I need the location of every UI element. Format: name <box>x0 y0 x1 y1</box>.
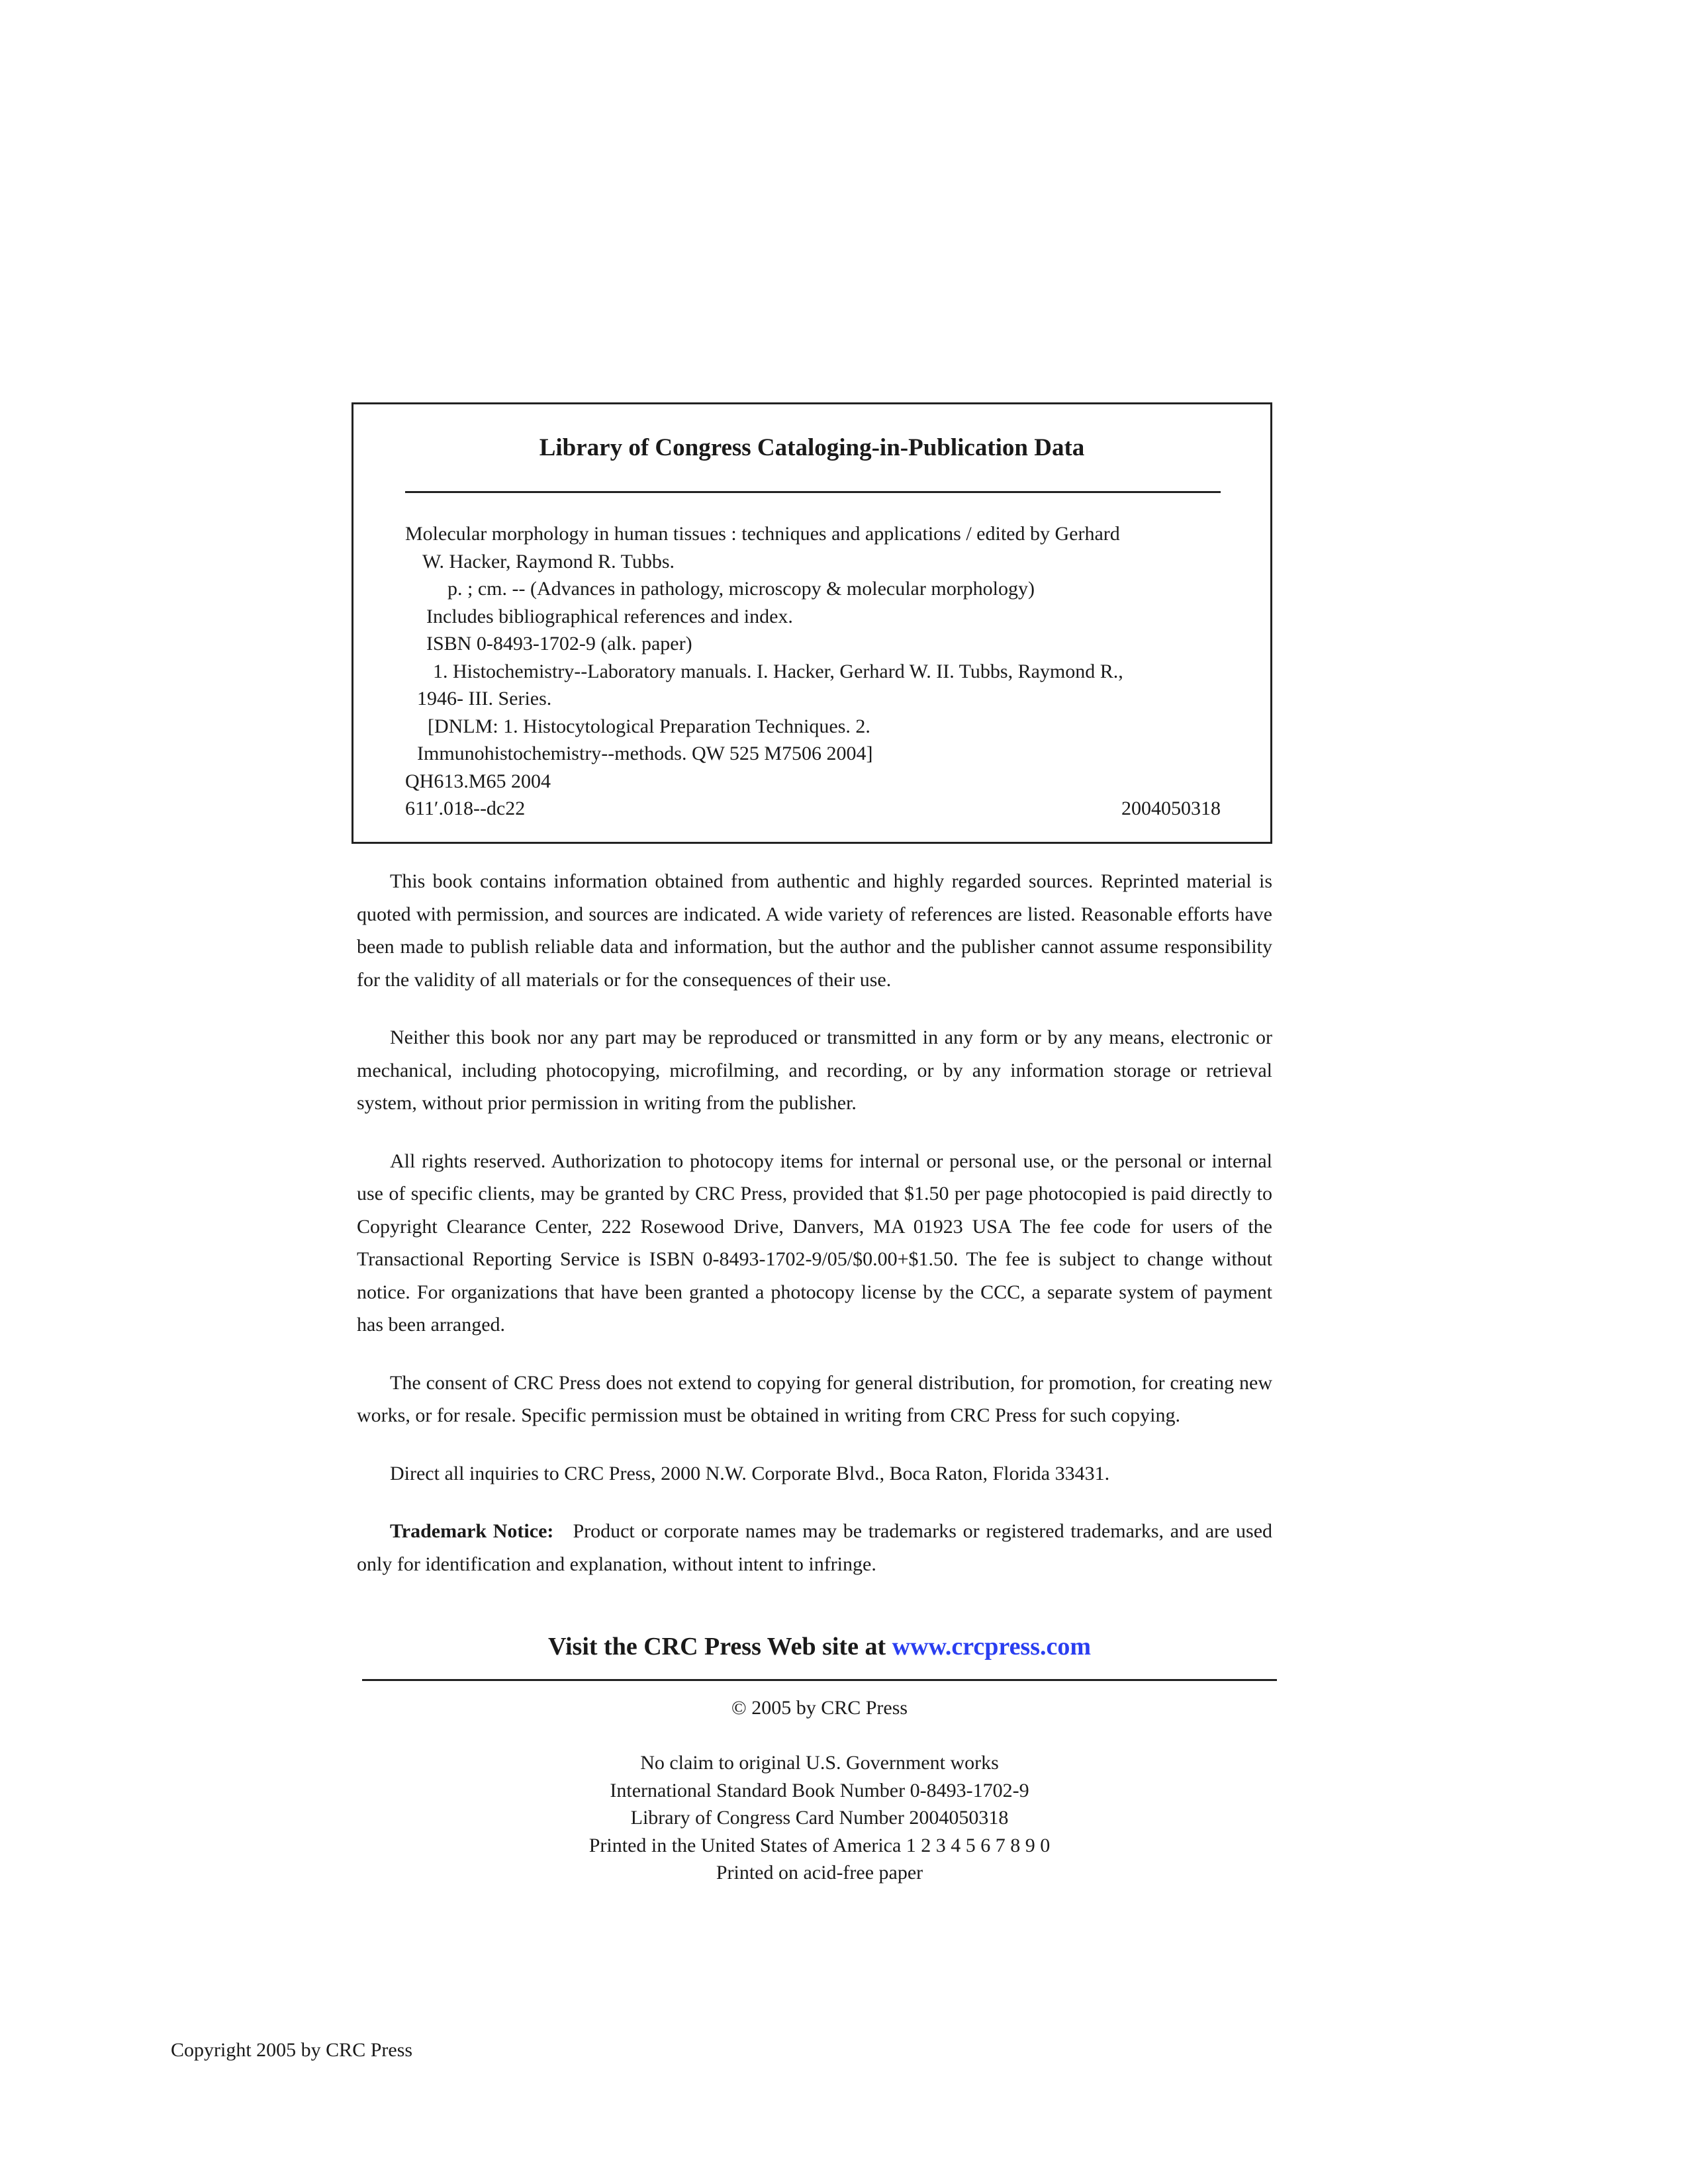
cip-line-lc-call-number: QH613.M65 2004 <box>405 770 551 792</box>
printing-details <box>362 1694 1277 1887</box>
website-link[interactable]: www.crcpress.com <box>892 1633 1092 1661</box>
cip-line-title: Molecular morphology in human tissues : techniques and applications / edited by Gerhard <box>405 523 1120 545</box>
printed-in-line: Printed in the United States of America 1 2 3 4 5 6 7 8 9 0 <box>588 1834 1051 1856</box>
website-divider <box>362 1679 1277 1681</box>
website-notice <box>362 1630 1277 1663</box>
cip-title: Library of Congress Cataloging-in-Publication Data <box>539 434 1085 461</box>
paragraph-consent: The consent of CRC Press does not extend to copying for general distribution, for promotion, for creating new works, or for resale. Specific permission must be obtained in writing from CRC Press for such copying. <box>357 1371 1272 1426</box>
acid-free-line: Printed on acid-free paper <box>716 1862 923 1884</box>
cip-divider <box>405 491 1221 493</box>
page-footer: Copyright 2005 by CRC Press <box>171 2039 413 2061</box>
copyright-line: © 2005 by CRC Press <box>731 1697 908 1719</box>
paragraph-trademark <box>357 1515 1272 1580</box>
trademark-text: Product or corporate names may be trademarks or registered trademarks, and are used only for identification and explanation, without intent to infringe. <box>357 1520 1273 1575</box>
cip-lccn: 2004050318 <box>1121 797 1221 819</box>
cip-line-dnlm-cont: Immunohistochemistry--methods. QW 525 M7506 2004] <box>417 743 873 764</box>
copyright-notices <box>357 865 1272 1606</box>
cip-record <box>405 520 1221 823</box>
cip-line-notes: Includes bibliographical references and index. <box>426 605 793 627</box>
paragraph-sources: This book contains information obtained from authentic and highly regarded sources. Reprinted material is quoted with permission, and sources are indicated. A wide variety of references are listed. Reasonable efforts have been made to publish reliable data and information, but the author and the publisher cannot assume responsibility for the validity of all materials or for the consequences of their use. <box>357 870 1272 991</box>
cip-line-isbn: ISBN 0-8493-1702-9 (alk. paper) <box>426 633 692 655</box>
cip-line-collation: p. ; cm. -- (Advances in pathology, microscopy & molecular morphology) <box>447 578 1035 600</box>
paragraph-reproduction: Neither this book nor any part may be reproduced or transmitted in any form or by any means, electronic or mechanical, including photocopying, microfilming, and recording, or by any information storage or retrieval system, without prior permission in writing from the publisher. <box>357 1026 1272 1114</box>
cip-line-editors: W. Hacker, Raymond R. Tubbs. <box>422 550 675 572</box>
paragraph-inquiries: Direct all inquiries to CRC Press, 2000 N.W. Corporate Blvd., Boca Raton, Florida 33431. <box>390 1462 1110 1484</box>
cip-dewey-number: 611′.018--dc22 <box>405 797 526 819</box>
isbn-line: International Standard Book Number 0-8493-1702-9 <box>610 1779 1029 1801</box>
paragraph-rights-reserved: All rights reserved. Authorization to photocopy items for internal or personal use, or the personal or internal use of specific clients, may be granted by CRC Press, provided that $1.50 per page photocopied is paid directly to Copyright Clearance Center, 222 Rosewood Drive, Danvers, MA 01923 USA The fee code for users of the Transactional Reporting Service is ISBN 0-8493-1702-9/05/$0.00+$1.50. The fee is subject to change without notice. For organizations that have been granted a photocopy license by the CCC, a separate system of payment has been arranged. <box>357 1150 1272 1336</box>
website-prefix: Visit the CRC Press Web site at <box>547 1633 892 1661</box>
trademark-label: Trademark Notice: <box>390 1520 554 1542</box>
cip-line-subjects: 1. Histochemistry--Laboratory manuals. I. Hacker, Gerhard W. II. Tubbs, Raymond R., <box>433 660 1123 682</box>
cip-line-dnlm: [DNLM: 1. Histocytological Preparation Techniques. 2. <box>428 715 870 737</box>
lccn-line: Library of Congress Card Number 2004050318 <box>630 1807 1009 1829</box>
government-works-line: No claim to original U.S. Government works <box>640 1752 999 1774</box>
cip-line-subjects-cont: 1946- III. Series. <box>417 688 552 709</box>
cip-line-classification <box>405 795 1221 823</box>
cip-data-box <box>352 402 1272 844</box>
